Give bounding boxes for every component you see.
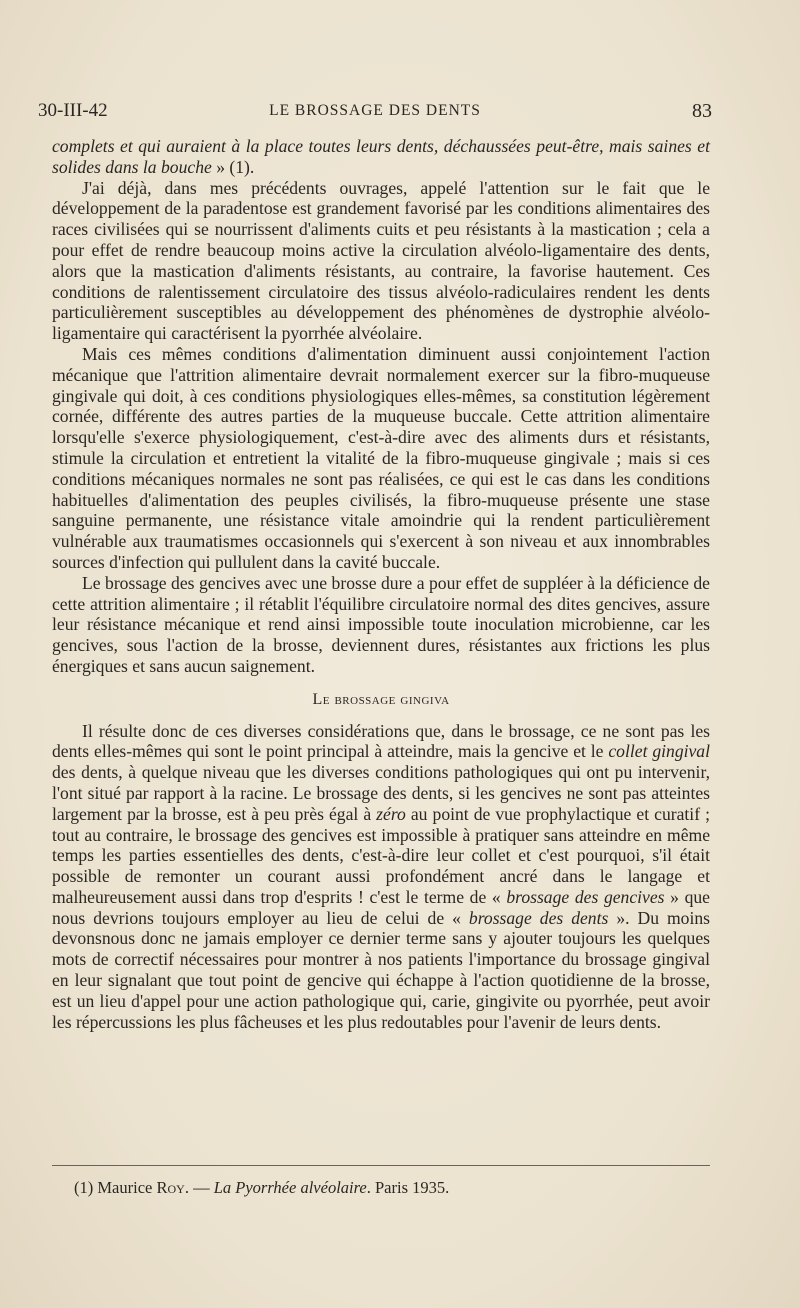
section-heading: Le brossage gingiva (312, 690, 450, 708)
footnote-rest: . Paris 1935. (366, 1178, 450, 1197)
paragraph-5 (52, 721, 710, 1033)
running-head (38, 100, 712, 124)
footnote-marker: (1) Maurice (74, 1178, 157, 1197)
emphasis-brossage-gencives: brossage des gencives (506, 886, 665, 907)
footnote-title: La Pyorrhée alvéolaire (213, 1178, 367, 1197)
emphasis-brossage-dents: brossage des dents (468, 907, 609, 928)
issue-date: 30-III-42 (38, 100, 108, 121)
emphasis-zero: zéro (376, 803, 406, 824)
footnote-rule (52, 1165, 710, 1166)
paragraph-1 (52, 136, 710, 178)
body-text (52, 136, 710, 1032)
emphasis-collet-gingival: collet gingival (608, 741, 710, 762)
paragraph-4: Le brossage des gencives avec une brosse dure a pour effet de suppléer à la déficience de cette attrition alimentaire ; il rétablit l'équilibre circulatoire normal des dites gencives, assure leur résistance mécanique et rend ainsi impossible toute inoculation microbienne, car les gencives, sous l'action de la brosse, deviennent dures, résistantes aux frictions les plus énergiques et sans aucun saignement. (52, 572, 710, 676)
page-number: 83 (692, 100, 712, 122)
footnote-separator: . — (184, 1178, 214, 1197)
quotation-italic: complets et qui auraient à la place toutes leurs dents, déchaussées peut-être, mais saines et solides dans la bouche (52, 136, 710, 177)
footnote-author: Roy (156, 1178, 185, 1197)
paragraph-2: J'ai déjà, dans mes précédents ouvrages, appelé l'attention sur le fait que le développement de la paradentose est grandement favorisé par les conditions alimentaires des races civilisées qui se nourrissent d'aliments cuits et peu résistants à la mastication ; cela a pour effet de rendre beaucoup moins active la circulation alvéolo-ligamentaire des dents, alors que la mastication d'aliments résistants, au contraire, la favorise hautement. Ces conditions de ralentissement circulatoire des tissus alvéolo-radiculaires rendent les dents particulièrement susceptibles au développement des phénomènes de dystrophie alvéolo-ligamentaire qui caractérisent la pyorrhée alvéolaire. (52, 177, 710, 344)
footnote (74, 1178, 449, 1198)
paragraph-5-part-d: » que nous devrions toujours employer au lieu de celui de « (52, 886, 710, 928)
quotation-end: » (1). (211, 156, 255, 177)
paragraph-5-part-e: ». Du moins devonsnous donc ne jamais employer ce dernier terme sans y ajouter toujours les quelques mots de correctif nécessaires pour montrer à nos patients l'importance du brossage gingival en leur signalant que tout point de gencive qui échappe à l'action quotidienne de la brosse, est un lieu d'appel pour une action pathologique qui, carie, gingivite ou pyorrhée, peut avoir les répercussions les plus fâcheuses et les plus redoutables pour l'avenir de leurs dents. (52, 907, 710, 1032)
paragraph-5-part-c: au point de vue prophylactique et curatif ; tout au contraire, le brossage des gencives est impossible à pratiquer sans atteindre en même temps les parties essentielles des dents, c'est-à-dire leur collet et c'est pourquoi, s'il était possible de remonter un courant aussi profondément ancré dans le langage et malheureusement aussi dans trop d'esprits ! c'est le terme de « (52, 803, 710, 907)
paragraph-5-part-a: Il résulte donc de ces diverses considérations que, dans le brossage, ce ne sont pas les dents elles-mêmes qui sont le point principal à atteindre, mais la gencive et le (52, 720, 710, 762)
paragraph-3: Mais ces mêmes conditions d'alimentation diminuent aussi conjointement l'action mécanique que l'attrition alimentaire devrait normalement exercer sur la fibro-muqueuse gingivale qui doit, à ces conditions physiologiques elles-mêmes, sa constitution légèrement cornée, différente des autres parties de la muqueuse buccale. Cette attrition alimentaire lorsqu'elle s'exerce physiologiquement, c'est-à-dire avec des aliments durs et résistants, stimule la circulation et entretient la vitalité de la fibro-muqueuse gingivale ; mais si ces conditions mécaniques normales ne sont pas réalisées, ce qui est le cas dans les conditions habituelles d'alimentation des peuples civilisés, la fibro-muqueuse présente une stase sanguine permanente, une résistance vitale amoindrie qui la rendent particulièrement vulnérable aux traumatismes occasionnels qui s'exercent à son niveau et aux innombrables sources d'infection qui pullulent dans la cavité buccale. (52, 343, 710, 572)
running-title: LE BROSSAGE DES DENTS (269, 102, 481, 119)
paragraph-5-part-b: des dents, à quelque niveau que les diverses conditions pathologiques qui ont pu intervenir, l'ont situé par rapport à la racine. Le brossage des dents, si les gencives ne sont pas atteintes largement par la brosse, est à peu près égal à (52, 762, 710, 824)
